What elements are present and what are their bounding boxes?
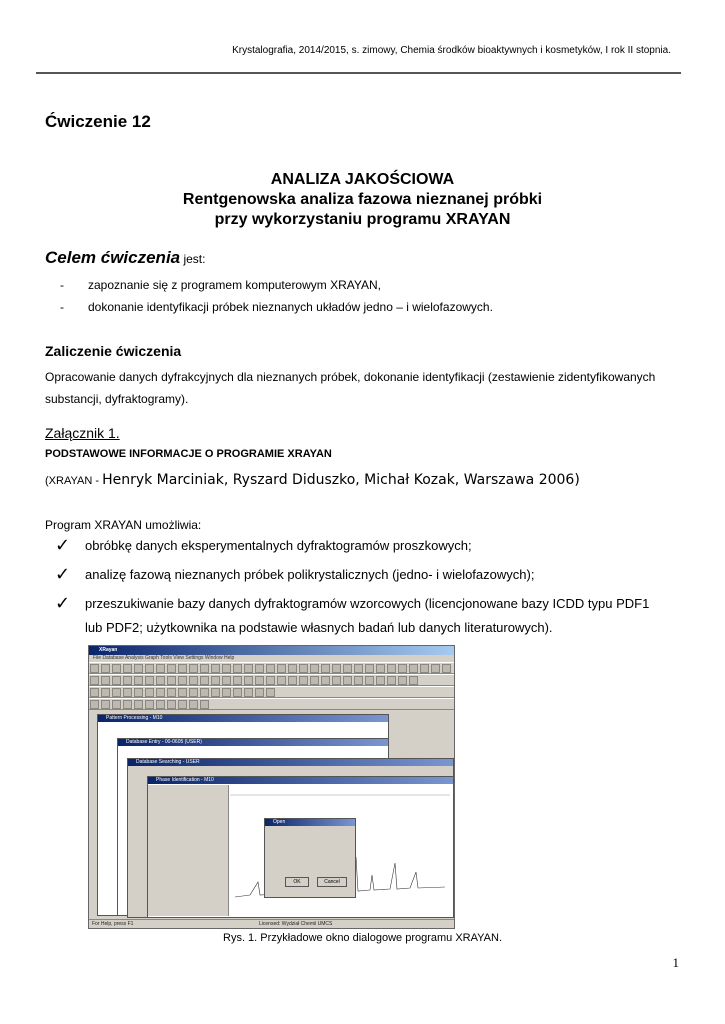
status-bar xyxy=(89,919,455,928)
window-title: Phase Identification - M10 xyxy=(148,777,453,784)
xrayan-screenshot xyxy=(88,645,455,929)
checkmark-icon: ✓ xyxy=(55,535,71,555)
goal-heading-big: Celem ćwiczenia xyxy=(45,248,181,267)
exercise-title: Ćwiczenie 12 xyxy=(45,112,151,131)
feature-item xyxy=(55,591,685,640)
title-line-3: przy wykorzystaniu programu XRAYAN xyxy=(214,211,511,228)
goal-item xyxy=(60,278,381,292)
document-title xyxy=(0,170,725,230)
authors-names: Henryk Marciniak, Ryszard Diduszko, Michał Kozak, Warszawa 2006) xyxy=(102,472,580,488)
authors-line xyxy=(45,472,580,488)
annex-title: Załącznik 1. xyxy=(45,425,120,441)
window-title: Database Searching - USER xyxy=(128,759,453,766)
app-menubar: File Database Analysis Graph Tools View Settings Window Help xyxy=(89,655,454,662)
credit-text: Opracowanie danych dyfrakcyjnych dla nieznanych próbek, dokonanie identyfikacji (zestawienie zidentyfikowanych substancji, dyfraktogramy). xyxy=(45,370,656,406)
app-titlebar: XRayan xyxy=(89,646,454,655)
dialog-title: Open xyxy=(265,819,355,826)
figure-caption: Rys. 1. Przykładowe okno dialogowe programu XRAYAN. xyxy=(223,932,502,944)
goal-heading xyxy=(45,248,205,268)
feature-item xyxy=(55,533,685,558)
title-line-1: ANALIZA JAKOŚCIOWA xyxy=(270,171,455,188)
goal-item xyxy=(60,300,493,314)
phase-list-panel xyxy=(148,785,229,916)
toolbar-1 xyxy=(89,662,454,674)
page-header: Krystalografia, 2014/2015, s. zimowy, Chemia środków bioaktywnych i kosmetyków, I rok II stopnia. xyxy=(232,45,671,56)
feature-text: analizę fazową nieznanych próbek polikrystalicznych (jedno- i wielofazowych); xyxy=(85,567,535,582)
credit-title: Zaliczenie ćwiczenia xyxy=(45,343,182,359)
ok-button[interactable]: OK xyxy=(285,877,309,887)
toolbar-4 xyxy=(89,698,454,710)
authors-prefix: (XRAYAN - xyxy=(45,475,99,487)
status-left: For Help, press F1 xyxy=(92,921,134,927)
window-title: Pattern Processing - M10 xyxy=(98,715,388,722)
dash-bullet: - xyxy=(60,278,64,292)
feature-text: przeszukiwanie bazy danych dyfraktogramów wzorcowych (licencjonowane bazy ICDD typu PDF1 xyxy=(85,596,650,611)
goal-item-text: zapoznanie się z programem komputerowym XRAYAN, xyxy=(88,278,382,292)
feature-text: obróbkę danych eksperymentalnych dyfraktogramów proszkowych; xyxy=(85,538,472,553)
cancel-button[interactable]: Cancel xyxy=(317,877,347,887)
toolbar-3 xyxy=(89,686,454,698)
feature-text-continued: lub PDF2; użytkownika na podstawie własnych badań lub danych literaturowych). xyxy=(85,620,553,635)
goal-item-text: dokonanie identyfikacji próbek nieznanych układów jedno – i wielofazowych. xyxy=(88,300,493,314)
checkmark-icon: ✓ xyxy=(55,593,71,613)
open-dialog xyxy=(264,818,356,898)
checkmark-icon: ✓ xyxy=(55,564,71,584)
feature-item xyxy=(55,562,685,587)
header-divider xyxy=(36,72,681,74)
title-line-2: Rentgenowska analiza fazowa nieznanej próbki xyxy=(182,191,543,208)
window-title: Database Entry - 00-0605 (USER) xyxy=(118,739,388,746)
program-intro: Program XRAYAN umożliwia: xyxy=(45,518,202,532)
page-number: 1 xyxy=(672,955,679,970)
goal-heading-small: jest: xyxy=(183,252,206,266)
toolbar-2 xyxy=(89,674,454,686)
annex-subtitle: PODSTAWOWE INFORMACJE O PROGRAMIE XRAYAN xyxy=(45,448,332,460)
dash-bullet: - xyxy=(60,300,64,314)
status-right: Licensed: Wydział Chemii UMCS xyxy=(259,921,333,927)
